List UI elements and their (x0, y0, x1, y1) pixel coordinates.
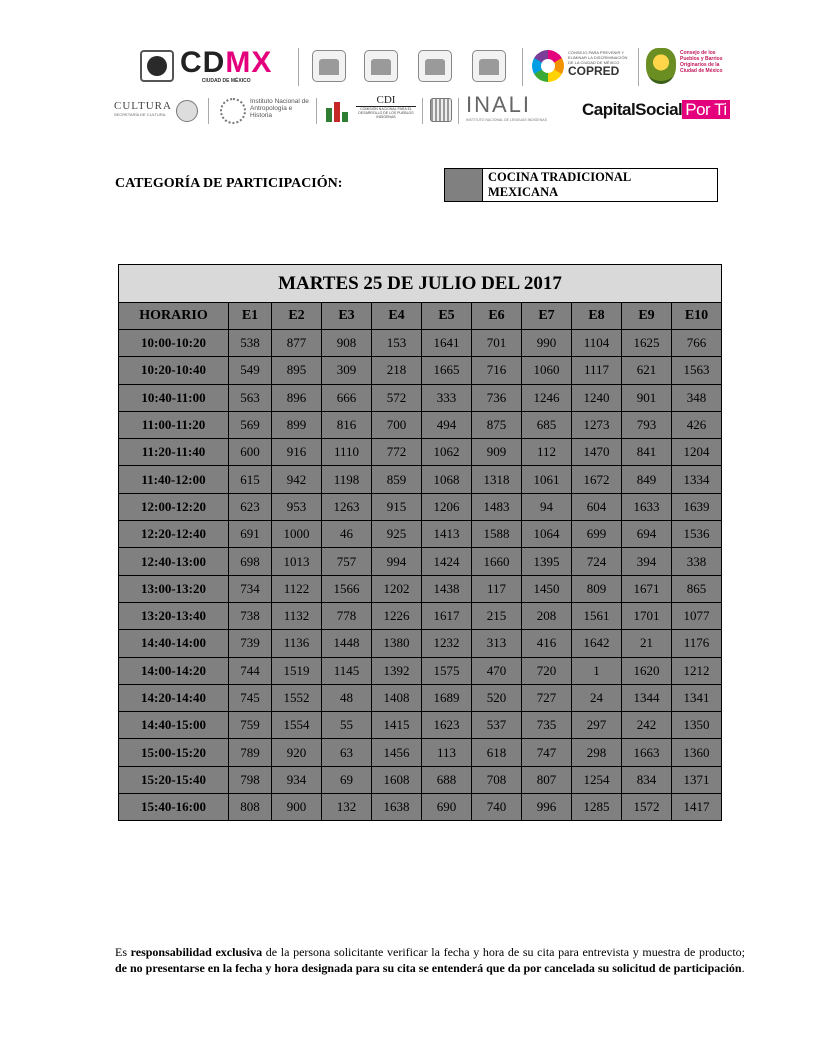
table-row (119, 630, 722, 657)
participant-number: 1639 (672, 493, 722, 520)
participant-number: 1202 (372, 575, 422, 602)
participant-number: 1552 (272, 684, 322, 711)
cdmx-subtitle: CIUDAD DE MÉXICO (201, 78, 251, 84)
participant-number: 1371 (672, 766, 722, 793)
divider (208, 98, 209, 124)
column-header: E10 (672, 303, 722, 330)
participant-number: 1663 (622, 739, 672, 766)
participant-number: 1625 (622, 330, 672, 357)
column-header: E2 (272, 303, 322, 330)
participant-number: 740 (472, 794, 522, 821)
participant-number: 208 (522, 602, 572, 629)
participant-number: 1176 (672, 630, 722, 657)
table-row (119, 602, 722, 629)
participant-number: 698 (229, 548, 272, 575)
participant-number: 1633 (622, 493, 672, 520)
participant-number: 778 (322, 602, 372, 629)
participant-number: 1623 (422, 712, 472, 739)
table-row (119, 466, 722, 493)
mexico-eagle-seal-icon (140, 50, 174, 82)
logo-row-top (138, 44, 738, 92)
participant-number: 1456 (372, 739, 422, 766)
participant-number: 909 (472, 439, 522, 466)
footer-bold1: responsabilidad exclusiva (130, 945, 263, 959)
table-row (119, 411, 722, 438)
time-slot: 10:40-11:00 (119, 384, 229, 411)
time-slot: 15:00-15:20 (119, 739, 229, 766)
time-slot: 15:40-16:00 (119, 794, 229, 821)
participant-number: 21 (622, 630, 672, 657)
participant-number: 747 (522, 739, 572, 766)
participant-number: 1064 (522, 521, 572, 548)
participant-number: 333 (422, 384, 472, 411)
participant-number: 1206 (422, 493, 472, 520)
participant-number: 1263 (322, 493, 372, 520)
participant-number: 1360 (672, 739, 722, 766)
participant-number: 699 (572, 521, 622, 548)
participant-number: 1415 (372, 712, 422, 739)
participant-number: 859 (372, 466, 422, 493)
participant-number: 470 (472, 657, 522, 684)
category-value-line2: MEXICANA (488, 185, 559, 199)
participant-number: 623 (229, 493, 272, 520)
time-slot: 11:40-12:00 (119, 466, 229, 493)
participant-number: 1068 (422, 466, 472, 493)
participant-number: 153 (372, 330, 422, 357)
table-row (119, 493, 722, 520)
participant-number: 426 (672, 411, 722, 438)
participant-number: 1438 (422, 575, 472, 602)
participant-number: 48 (322, 684, 372, 711)
participant-number: 735 (522, 712, 572, 739)
cultura-logo (114, 100, 172, 117)
participant-number: 1198 (322, 466, 372, 493)
footer-part1: Es (115, 945, 131, 959)
category-label: CATEGORÍA DE PARTICIPACIÓN: (115, 176, 343, 191)
participant-number: 720 (522, 657, 572, 684)
participant-number: 1408 (372, 684, 422, 711)
column-header: E7 (522, 303, 572, 330)
participant-number: 953 (272, 493, 322, 520)
participant-number: 298 (572, 739, 622, 766)
column-header: E9 (622, 303, 672, 330)
table-row (119, 357, 722, 384)
participant-number: 1232 (422, 630, 472, 657)
participant-number: 896 (272, 384, 322, 411)
time-slot: 11:20-11:40 (119, 439, 229, 466)
time-slot: 10:00-10:20 (119, 330, 229, 357)
participant-number: 1334 (672, 466, 722, 493)
divider (316, 98, 317, 124)
participant-number: 807 (522, 766, 572, 793)
participant-number: 734 (229, 575, 272, 602)
participant-number: 1273 (572, 411, 622, 438)
participant-number: 834 (622, 766, 672, 793)
inali-logo (466, 92, 547, 122)
participant-number: 772 (372, 439, 422, 466)
cultura-sub: SECRETARÍA DE CULTURA (114, 112, 166, 117)
participant-number: 1566 (322, 575, 372, 602)
participant-number: 994 (372, 548, 422, 575)
participant-number: 600 (229, 439, 272, 466)
table-row (119, 766, 722, 793)
time-slot: 12:20-12:40 (119, 521, 229, 548)
schedule-title: MARTES 25 DE JULIO DEL 2017 (119, 265, 722, 303)
participant-number: 1588 (472, 521, 522, 548)
participant-number: 1554 (272, 712, 322, 739)
participant-number: 899 (272, 411, 322, 438)
schedule-body (119, 330, 722, 821)
table-row (119, 712, 722, 739)
table-row (119, 521, 722, 548)
sederec-seal-icon (418, 50, 452, 82)
divider (522, 48, 523, 86)
participant-number: 55 (322, 712, 372, 739)
participant-number: 537 (472, 712, 522, 739)
participant-number: 117 (472, 575, 522, 602)
copred-logo (568, 50, 628, 78)
participant-number: 1246 (522, 384, 572, 411)
copred-name: COPRED (568, 64, 620, 78)
participant-number: 549 (229, 357, 272, 384)
participant-number: 1563 (672, 357, 722, 384)
divider (458, 98, 459, 124)
participant-number: 1061 (522, 466, 572, 493)
participant-number: 1077 (672, 602, 722, 629)
cultura-text: CULTURA (114, 100, 172, 112)
participant-number: 1672 (572, 466, 622, 493)
participant-number: 538 (229, 330, 272, 357)
participant-number: 793 (622, 411, 672, 438)
participant-number: 1013 (272, 548, 322, 575)
participant-number: 1450 (522, 575, 572, 602)
header-row (119, 303, 722, 330)
participant-number: 1417 (672, 794, 722, 821)
participant-number: 877 (272, 330, 322, 357)
participant-number: 900 (272, 794, 322, 821)
participant-number: 215 (472, 602, 522, 629)
cdmx-word-prefix: CD (180, 46, 226, 79)
participant-number: 1660 (472, 548, 522, 575)
participant-number: 1344 (622, 684, 672, 711)
participant-number: 724 (572, 548, 622, 575)
column-header: E8 (572, 303, 622, 330)
participant-number: 1318 (472, 466, 522, 493)
participant-number: 1395 (522, 548, 572, 575)
capital-text: CapitalSocial (582, 100, 683, 119)
cdi-sub: COMISIÓN NACIONAL PARA EL DESARROLLO DE LOS PUEBLOS INDÍGENAS (358, 107, 414, 119)
unam-seal-icon (430, 98, 452, 122)
inah-emblem-icon (220, 98, 246, 124)
cdmx-logo (180, 48, 272, 84)
participant-number: 701 (472, 330, 522, 357)
time-slot: 14:00-14:20 (119, 657, 229, 684)
participant-number: 218 (372, 357, 422, 384)
participant-number: 1060 (522, 357, 572, 384)
capital-porti: Por Ti (682, 100, 729, 119)
category-box (444, 168, 718, 202)
participant-number: 1000 (272, 521, 322, 548)
footer-part2: de la persona solicitante verificar la fecha y hora de su cita para entrevista y muestra de producto; (262, 945, 745, 959)
category-swatch (445, 169, 483, 201)
participant-number: 1392 (372, 657, 422, 684)
participant-number: 1145 (322, 657, 372, 684)
divider (638, 48, 639, 86)
category-value (483, 169, 636, 201)
inah-text: Instituto Nacional de Antropología e Historia (250, 98, 309, 119)
participant-number: 416 (522, 630, 572, 657)
table-row (119, 657, 722, 684)
column-header: E6 (472, 303, 522, 330)
time-slot: 10:20-10:40 (119, 357, 229, 384)
participant-number: 908 (322, 330, 372, 357)
table-row (119, 684, 722, 711)
footer-note (115, 944, 745, 976)
participant-number: 685 (522, 411, 572, 438)
inali-sub: INSTITUTO NACIONAL DE LENGUAS INDÍGENAS (466, 118, 547, 122)
participant-number: 132 (322, 794, 372, 821)
segob-seal-icon (364, 50, 398, 82)
time-slot: 14:40-15:00 (119, 712, 229, 739)
participant-number: 1132 (272, 602, 322, 629)
participant-number: 901 (622, 384, 672, 411)
participant-number: 569 (229, 411, 272, 438)
participant-number: 1212 (672, 657, 722, 684)
participant-number: 745 (229, 684, 272, 711)
participant-number: 1608 (372, 766, 422, 793)
participant-number: 759 (229, 712, 272, 739)
participant-number: 739 (229, 630, 272, 657)
participant-number: 916 (272, 439, 322, 466)
participant-number: 1470 (572, 439, 622, 466)
participant-number: 738 (229, 602, 272, 629)
participant-number: 816 (322, 411, 372, 438)
participant-number: 94 (522, 493, 572, 520)
participant-number: 1424 (422, 548, 472, 575)
column-header: E1 (229, 303, 272, 330)
table-row (119, 439, 722, 466)
participant-number: 572 (372, 384, 422, 411)
participant-number: 1575 (422, 657, 472, 684)
participant-number: 297 (572, 712, 622, 739)
participant-number: 1448 (322, 630, 372, 657)
participant-number: 1285 (572, 794, 622, 821)
table-row (119, 794, 722, 821)
participant-number: 1665 (422, 357, 472, 384)
participant-number: 313 (472, 630, 522, 657)
cdi-text: CDI (356, 94, 416, 107)
participant-number: 1483 (472, 493, 522, 520)
divider (298, 48, 299, 86)
participant-number: 1104 (572, 330, 622, 357)
participant-number: 708 (472, 766, 522, 793)
participant-number: 789 (229, 739, 272, 766)
participant-number: 694 (622, 521, 672, 548)
table-row (119, 330, 722, 357)
participant-number: 942 (272, 466, 322, 493)
table-row (119, 548, 722, 575)
schedule-table (118, 264, 722, 821)
participant-number: 841 (622, 439, 672, 466)
copred-flower-icon (532, 50, 564, 82)
participant-number: 1701 (622, 602, 672, 629)
cdmx-word-suffix: MX (225, 46, 273, 79)
participant-number: 394 (622, 548, 672, 575)
participant-number: 915 (372, 493, 422, 520)
participant-number: 1380 (372, 630, 422, 657)
participant-number: 1 (572, 657, 622, 684)
participant-number: 113 (422, 739, 472, 766)
time-slot: 12:00-12:20 (119, 493, 229, 520)
participant-number: 69 (322, 766, 372, 793)
participant-number: 1642 (572, 630, 622, 657)
cdi-logo (356, 94, 416, 119)
copred-small-text: CONSEJO PARA PREVENIR Y ELIMINAR LA DISCRIMINACIÓN DE LA CIUDAD DE MÉXICO (568, 50, 628, 65)
pueblos-text: Consejo de los Pueblos y Barrios Originarios de la Ciudad de México (680, 50, 723, 74)
divider (422, 98, 423, 124)
cdi-mark-icon (326, 102, 352, 122)
participant-number: 1110 (322, 439, 372, 466)
participant-number: 604 (572, 493, 622, 520)
participant-number: 716 (472, 357, 522, 384)
participant-number: 849 (622, 466, 672, 493)
participant-number: 808 (229, 794, 272, 821)
participant-number: 1136 (272, 630, 322, 657)
participant-number: 688 (422, 766, 472, 793)
participant-number: 615 (229, 466, 272, 493)
national-seal-icon (176, 100, 198, 122)
participant-number: 727 (522, 684, 572, 711)
participant-number: 621 (622, 357, 672, 384)
sedu-seal-icon (472, 50, 506, 82)
participant-number: 766 (672, 330, 722, 357)
participant-number: 744 (229, 657, 272, 684)
participant-number: 1122 (272, 575, 322, 602)
participant-number: 348 (672, 384, 722, 411)
table-row (119, 575, 722, 602)
participant-number: 990 (522, 330, 572, 357)
column-header: E3 (322, 303, 372, 330)
column-header: HORARIO (119, 303, 229, 330)
participant-number: 1226 (372, 602, 422, 629)
participant-number: 809 (572, 575, 622, 602)
category-value-line1: COCINA TRADICIONAL (488, 170, 632, 184)
table-row (119, 739, 722, 766)
participant-number: 309 (322, 357, 372, 384)
participant-number: 494 (422, 411, 472, 438)
participant-number: 1204 (672, 439, 722, 466)
participant-number: 736 (472, 384, 522, 411)
participant-number: 798 (229, 766, 272, 793)
pueblos-emblem-icon (646, 48, 676, 84)
participant-number: 1254 (572, 766, 622, 793)
time-slot: 13:20-13:40 (119, 602, 229, 629)
inali-text: INALI (466, 92, 532, 117)
participant-number: 1350 (672, 712, 722, 739)
participant-number: 338 (672, 548, 722, 575)
participant-number: 865 (672, 575, 722, 602)
participant-number: 563 (229, 384, 272, 411)
footer-bold2: de no presentarse en la fecha y hora designada para su cita se entenderá que da por cancelada su solicitud de participación (115, 961, 742, 975)
participant-number: 925 (372, 521, 422, 548)
time-slot: 15:20-15:40 (119, 766, 229, 793)
participant-number: 920 (272, 739, 322, 766)
participant-number: 1689 (422, 684, 472, 711)
participant-number: 63 (322, 739, 372, 766)
footer-part3: . (741, 961, 745, 975)
participant-number: 1671 (622, 575, 672, 602)
time-slot: 11:00-11:20 (119, 411, 229, 438)
participant-number: 242 (622, 712, 672, 739)
participant-number: 520 (472, 684, 522, 711)
participant-number: 1413 (422, 521, 472, 548)
time-slot: 14:40-14:00 (119, 630, 229, 657)
participant-number: 1641 (422, 330, 472, 357)
participant-number: 1536 (672, 521, 722, 548)
table-row (119, 384, 722, 411)
participant-number: 1341 (672, 684, 722, 711)
column-header: E5 (422, 303, 472, 330)
participant-number: 1561 (572, 602, 622, 629)
participant-number: 1617 (422, 602, 472, 629)
participant-number: 895 (272, 357, 322, 384)
participant-number: 875 (472, 411, 522, 438)
participant-number: 1062 (422, 439, 472, 466)
participant-number: 24 (572, 684, 622, 711)
participant-number: 112 (522, 439, 572, 466)
column-header: E4 (372, 303, 422, 330)
time-slot: 13:00-13:20 (119, 575, 229, 602)
participant-number: 691 (229, 521, 272, 548)
time-slot: 14:20-14:40 (119, 684, 229, 711)
participant-number: 1117 (572, 357, 622, 384)
participant-number: 666 (322, 384, 372, 411)
participant-number: 690 (422, 794, 472, 821)
participant-number: 757 (322, 548, 372, 575)
capital-social-logo (582, 100, 730, 120)
participant-number: 618 (472, 739, 522, 766)
participant-number: 996 (522, 794, 572, 821)
participant-number: 1240 (572, 384, 622, 411)
logo-row-bottom (112, 92, 742, 130)
participant-number: 934 (272, 766, 322, 793)
participant-number: 1572 (622, 794, 672, 821)
cultura-seal-icon (312, 50, 346, 82)
participant-number: 46 (322, 521, 372, 548)
participant-number: 1620 (622, 657, 672, 684)
participant-number: 700 (372, 411, 422, 438)
participant-number: 1519 (272, 657, 322, 684)
participant-number: 1638 (372, 794, 422, 821)
time-slot: 12:40-13:00 (119, 548, 229, 575)
